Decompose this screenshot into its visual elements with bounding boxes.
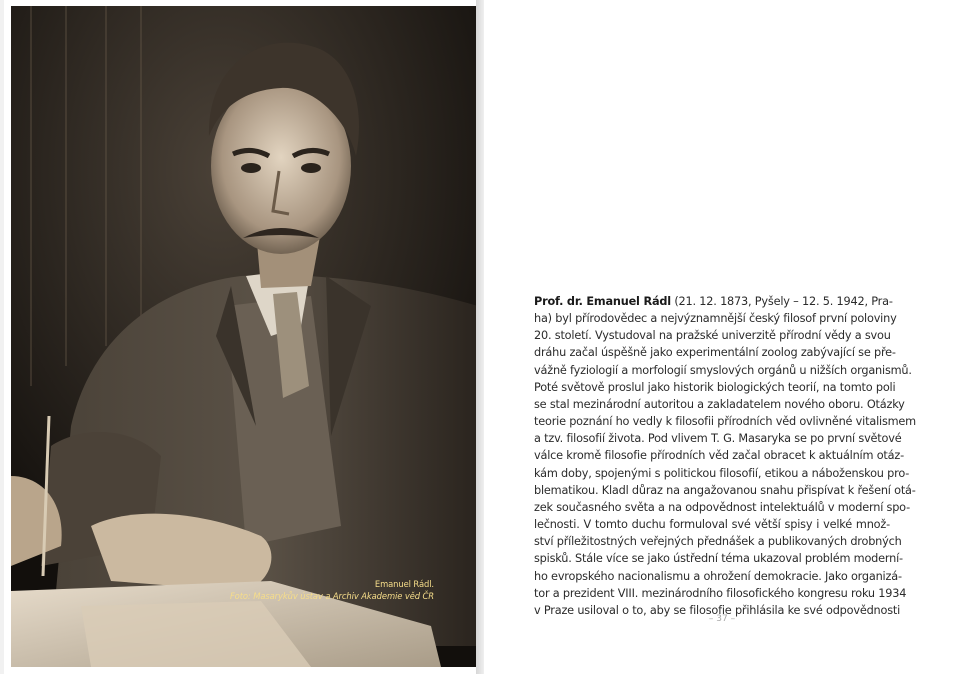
text-line: blematikou. Kladl důraz na angažovanou snahu přispívat k řešení otá-: [534, 483, 916, 497]
left-page: [4, 0, 477, 674]
text-line: se stal mezinárodní autoritou a zakladatelem nového oboru. Otázky: [534, 397, 905, 411]
page-number: – 37 –: [708, 614, 736, 624]
text-line: ho evropského nacionalismu a ohrožení demokracie. Jako organizá-: [534, 569, 902, 583]
text-line: ha) byl přírodovědec a nejvýznamnější český filosof první poloviny: [534, 312, 897, 326]
person-name: Prof. dr. Emanuel Rádl: [534, 295, 671, 308]
right-page: [484, 0, 960, 674]
text-line: Poté světově proslul jako historik biologických teorií, na tomto poli: [534, 380, 896, 394]
text-line: vážně fyziologií a morfologií smyslových orgánů u nižších organismů.: [534, 363, 912, 377]
text-line: válce kromě filosofie přírodních věd začal obracet k aktuálním otáz-: [534, 449, 904, 463]
portrait-photo: [11, 6, 478, 667]
text-line: kám doby, spojenými s politickou filosofií, etikou a náboženskou pro-: [534, 466, 910, 480]
text-line: tor a prezident VIII. mezinárodního filosofického kongresu roku 1934: [534, 586, 907, 600]
text-line: ství příležitostných veřejných přednášek a publikovaných drobných: [534, 535, 902, 549]
caption-credit: Foto: Masarykův ústav a Archiv Akademie věd ČR: [229, 591, 434, 601]
text-line: 20. století. Vystudoval na pražské univerzitě přírodní vědy a svou: [534, 329, 891, 343]
text-line: spisků. Stále více se jako ústřední téma ukazoval problém moderní-: [534, 552, 903, 566]
text-line: teorie poznání ho vedly k filosofii přírodních věd ovlivněné vitalismem: [534, 415, 916, 429]
text-line: dráhu začal úspěšně jako experimentální zoolog zabývající se pře-: [534, 346, 896, 360]
book-gutter: [476, 0, 484, 674]
text-line: zek současného světa a na odpovědnost intelektuálů v moderní spo-: [534, 500, 910, 514]
photo-caption: [230, 578, 434, 602]
line-rest: (21. 12. 1873, Pyšely – 12. 5. 1942, Pra-: [670, 295, 893, 308]
text-line: lečnosti. V tomto duchu formuloval své větší spisy i velké množ-: [534, 518, 890, 532]
portrait-illustration: [11, 6, 478, 667]
biography-text: [534, 293, 916, 619]
caption-name: Emanuel Rádl.: [374, 579, 434, 589]
text-line: [534, 293, 893, 310]
text-line: v Praze usiloval o to, aby se filosofie přihlásila ke své odpovědnosti: [534, 603, 901, 617]
text-line: a tzv. filosofií života. Pod vlivem T. G. Masaryka se po první světové: [534, 432, 902, 446]
